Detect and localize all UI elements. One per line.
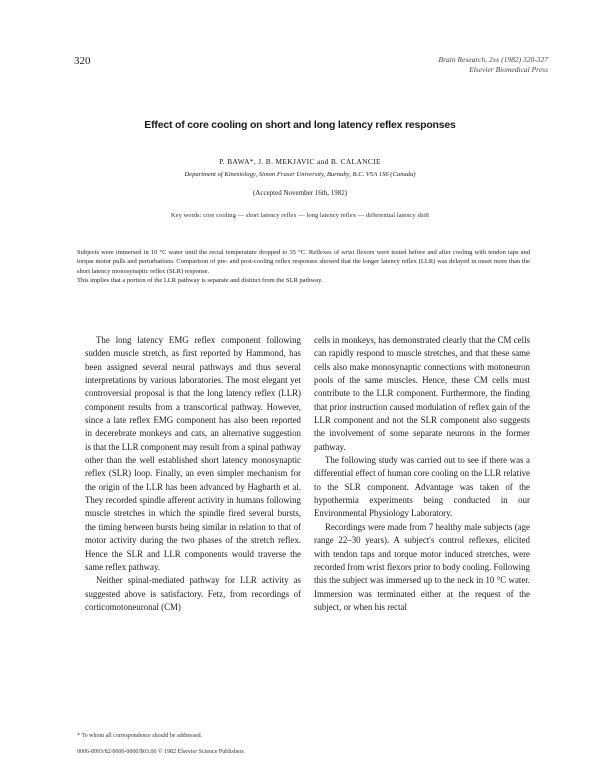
abstract-paragraph-1: Subjects were immersed in 10 °C water until the rectal temperature dropped to 35 °C. Reflexes of wrist flexors were tested before and after cooling with tendon taps and torque motor pulls and perturbations. Comparison of pre- and post-cooling reflex responses showed that the longer latency reflex (LLR) was delayed in onset more than the short latency monosynaptic reflex (SLR) response. (77, 249, 530, 275)
keywords: Key words: core cooling — short latency reflex — long latency reflex — differential latency shift (170, 212, 430, 219)
body-paragraph: Neither spinal-mediated pathway for LLR activity as suggested above is satisfactory. Fetz, from recordings of corticomotoneuronal (CM) (85, 575, 301, 612)
abstract (77, 248, 530, 286)
accepted-date: (Accepted November 16th, 1982) (252, 189, 348, 197)
body-paragraph: The following study was carried out to see if there was a differential effect of human core cooling on the LLR relative to the SLR component. Advantage was taken of the hypothermia experiments being conducted in our Environmental Physiology Laboratory. (314, 455, 530, 519)
journal-line-1: Brain Research, 2xx (1982) 320-327 (438, 55, 548, 64)
body-paragraph: The long latency EMG reflex component following sudden muscle stretch, as first reported by Hammond, has been assigned several neural pathways and thus several interpretations by various laboratories. The most elegant yet controversial proposal is that the long latency reflex (LLR) component results from a transcortical pathway. However, since a late reflex EMG component has also been reported in decerebrate monkeys and cats, an alternative suggestion is that the LLR component may result from a spinal pathway other than the well established short latency monosynaptic reflex (SLR) loop. Finally, an even simpler mechanism for the origin of the LLR has been advanced by Hagbarth et al. They recorded spindle afferent activity in humans following muscle stretches in which the spindle fired several bursts, the timing between bursts being similar in relation to that of motor activity during the two phases of the stretch reflex. Hence the SLR and LLR components would traverse the same reflex pathway. (85, 335, 301, 572)
author-list: P. BAWA*, J. B. MEKJAVIC and B. CALANCIE (219, 157, 381, 166)
article-title: Effect of core cooling on short and long latency reflex responses (144, 119, 456, 131)
journal-line-2: Elsevier Biomedical Press (469, 65, 548, 74)
author-affiliation: Department of Kinesiology, Simon Fraser University, Burnaby, B.C. V5A 1S6 (Canada) (184, 171, 416, 178)
body-column-right (314, 334, 530, 614)
footnote: * To whom all correspondence should be addressed. (77, 733, 203, 739)
body-paragraph: Recordings were made from 7 healthy male subjects (age range 22–30 years). A subject's control reflexes, elicited with tendon taps and torque motor induced stretches, were recorded from wrist flexors prior to body cooling. Following this the subject was immersed up to the neck in 10 °C water. Immersion was terminated either at the request of the subject, or when his rectal (314, 521, 530, 612)
copyright-line: 0006-8993/82/0000-0000/$03.00 © 1982 Elsevier Science Publishers (77, 749, 244, 755)
abstract-paragraph-2: This implies that a portion of the LLR pathway is separate and distinct from the SLR pathway. (77, 277, 323, 285)
body-paragraph: cells in monkeys, has demonstrated clearly that the CM cells can rapidly respond to muscle stretches, and that these same cells also make monosynaptic connections with motoneuron pools of the same muscles. Hence, these CM cells must contribute to the LLR component. Furthermore, the finding that prior instruction caused modulation of reflex gain of the LLR component and not the SLR component also suggests the involvement of some separate neurons in the former pathway. (314, 335, 530, 452)
page-number: 320 (74, 55, 91, 67)
journal-citation (439, 55, 549, 75)
body-column-left (85, 334, 301, 614)
